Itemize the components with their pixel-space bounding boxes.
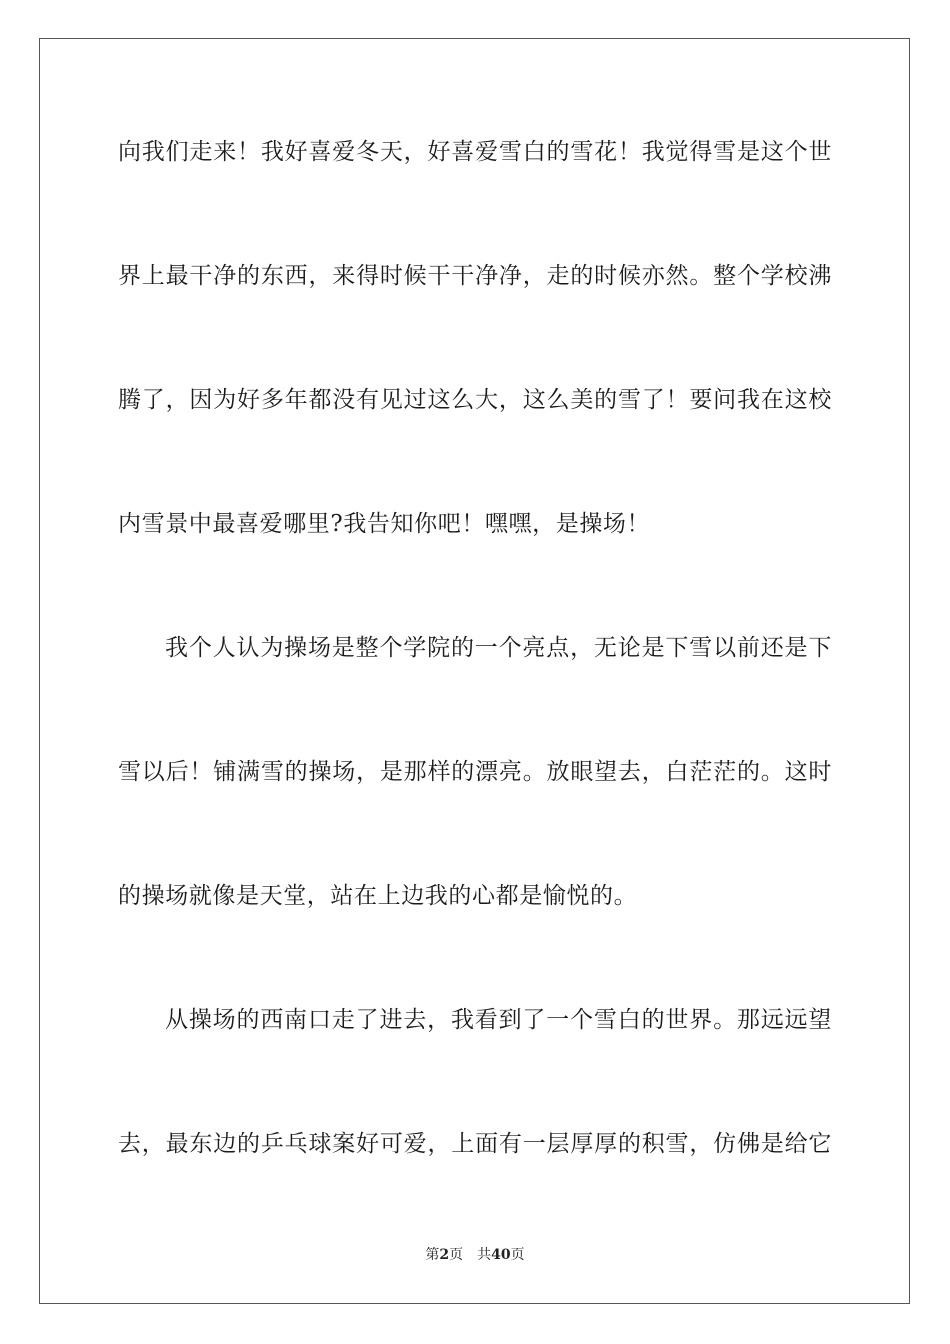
text-line: 界上最干净的东西，来得时候干干净净，走的时候亦然。整个学校沸 xyxy=(118,263,832,289)
page-border xyxy=(39,38,910,1304)
text-line: 腾了，因为好多年都没有见过这么大，这么美的雪了！要问我在这校 xyxy=(118,387,832,413)
total-pages: 40 xyxy=(491,1247,511,1263)
total-prefix: 共 xyxy=(477,1247,492,1263)
text-line: 的操场就像是天堂，站在上边我的心都是愉悦的。 xyxy=(118,883,638,909)
page-prefix: 第 xyxy=(425,1247,440,1263)
text-line: 雪以后！铺满雪的操场，是那样的漂亮。放眼望去，白茫茫的。这时 xyxy=(118,759,832,785)
paragraph-first-line: 从操场的西南口走了进去，我看到了一个雪白的世界。那远远望 xyxy=(165,1007,832,1033)
page-suffix: 页 xyxy=(449,1247,464,1263)
text-line: 去，最东边的乒乓球案好可爱，上面有一层厚厚的积雪，仿佛是给它 xyxy=(118,1131,832,1157)
page-number: 2 xyxy=(439,1247,450,1263)
text-line: 内雪景中最喜爱哪里?我告知你吧！嘿嘿，是操场！ xyxy=(118,511,651,537)
page-footer xyxy=(0,1246,950,1264)
text-line: 向我们走来！我好喜爱冬天，好喜爱雪白的雪花！我觉得雪是这个世 xyxy=(118,139,832,165)
total-suffix: 页 xyxy=(510,1247,525,1263)
paragraph-first-line: 我个人认为操场是整个学院的一个亮点，无论是下雪以前还是下 xyxy=(165,635,832,661)
